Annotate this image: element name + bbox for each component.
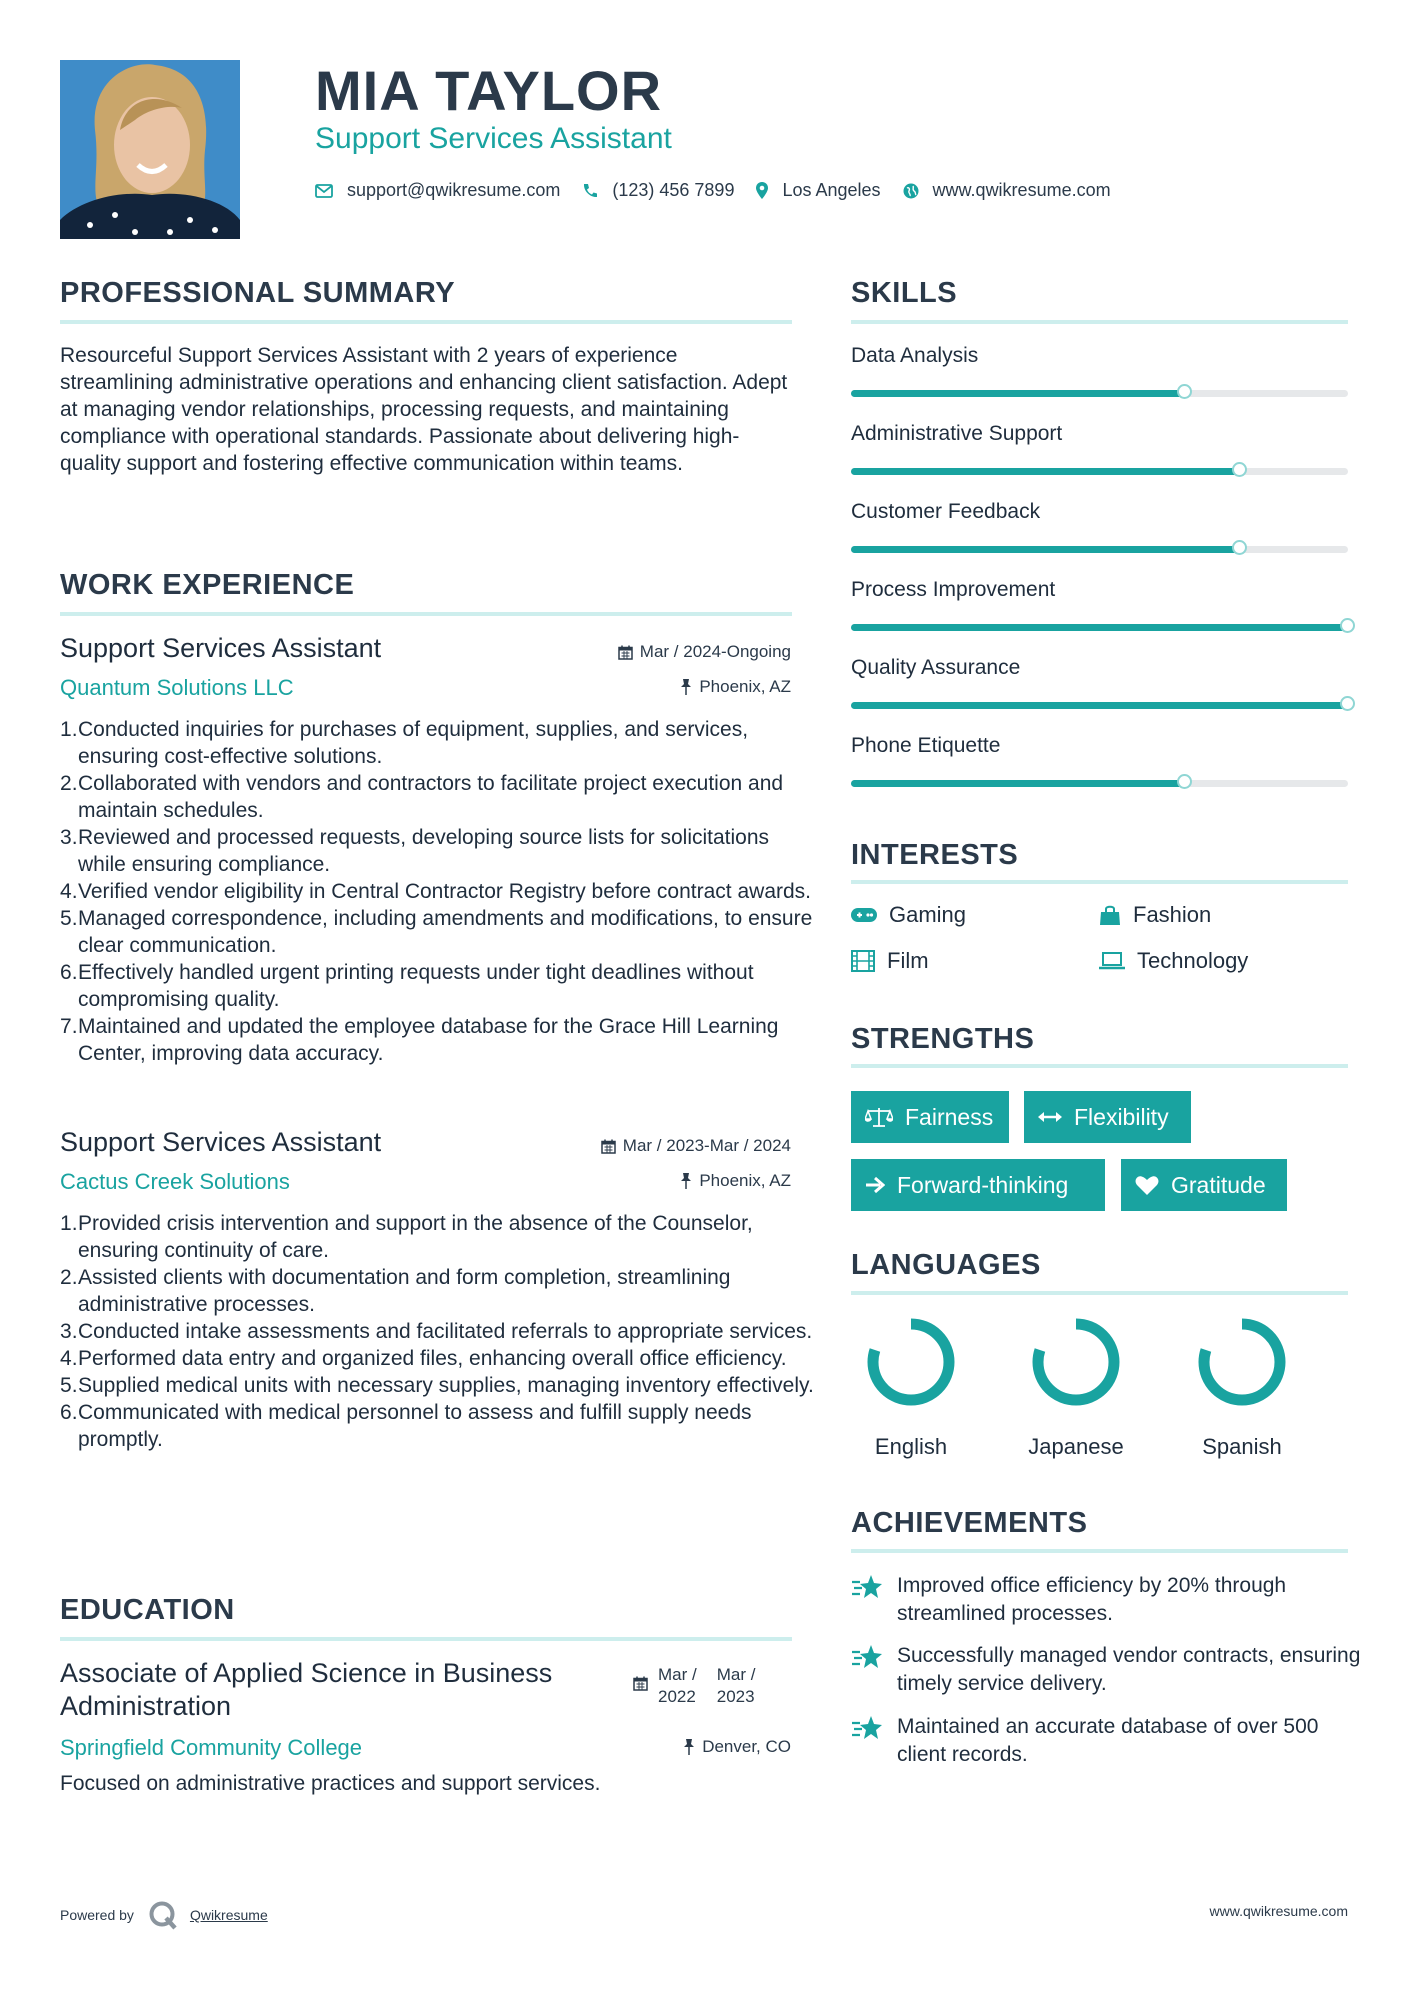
job-location-text: Phoenix, AZ (699, 677, 791, 696)
section-divider (60, 1637, 792, 1641)
education-start-year: 2022 (658, 1687, 696, 1706)
skill-bar (851, 780, 1348, 787)
list-item: Communicated with medical personnel to assess and fulfill supply needs promptly. (78, 1401, 752, 1451)
pushpin-icon (680, 1173, 692, 1189)
skill-name: Phone Etiquette (851, 734, 1001, 757)
candidate-name: MIA TAYLOR (315, 59, 663, 122)
interest-label: Fashion (1133, 902, 1212, 927)
contact-website[interactable] (903, 180, 1111, 201)
interest-label: Gaming (889, 902, 967, 927)
section-divider (60, 612, 792, 616)
achievement-item (851, 1642, 1361, 1698)
location-text: Los Angeles (782, 180, 881, 200)
skill-bar-knob (1340, 696, 1355, 711)
strength-tag (851, 1159, 1105, 1211)
job-date (601, 1136, 791, 1156)
skill-bar (851, 702, 1348, 709)
language-label: English (874, 1434, 948, 1459)
achievement-text: Maintained an accurate database of over 500 client records. (897, 1715, 1319, 1766)
film-icon (851, 950, 875, 972)
pushpin-icon (680, 679, 692, 695)
list-item: Conducted intake assessments and facilitated referrals to appropriate services. (78, 1320, 813, 1343)
list-item: Verified vendor eligibility in Central Contractor Registry before contract awards. (78, 880, 812, 903)
list-item: Supplied medical units with necessary supplies, managing inventory effectively. (78, 1374, 814, 1397)
job-date-text: Mar / 2023-Mar / 2024 (622, 1136, 791, 1155)
section-divider (851, 880, 1348, 884)
language-label: Japanese (1028, 1434, 1124, 1459)
footer-website[interactable]: www.qwikresume.com (1209, 1903, 1348, 1919)
strength-tag (1024, 1091, 1191, 1143)
gamepad-icon (851, 907, 877, 923)
shooting-star-icon (851, 1574, 883, 1600)
powered-by-text: Powered by (60, 1907, 134, 1923)
job-title: Support Services Assistant (60, 633, 382, 663)
achievement-item (851, 1572, 1361, 1628)
education-start-month: Mar / (658, 1665, 697, 1684)
skill-bar-fill (851, 780, 1184, 787)
qwikresume-logo-icon (148, 1900, 178, 1930)
job-date (618, 642, 791, 662)
list-item: Provided crisis intervention and support in the absence of the Counselor, ensuring continuity of care. (78, 1212, 753, 1262)
strength-label: Fairness (905, 1103, 994, 1130)
section-title-achievements: ACHIEVEMENTS (851, 1507, 1088, 1539)
degree-title: Associate of Applied Science in Business Administration (60, 1658, 553, 1721)
skill-bar (851, 468, 1348, 475)
skill-name: Customer Feedback (851, 500, 1041, 523)
company-name: Quantum Solutions LLC (60, 675, 294, 700)
section-title-languages: LANGUAGES (851, 1249, 1041, 1281)
footer-powered-by (60, 1900, 268, 1930)
list-item: Managed correspondence, including amendments and modifications, to ensure clear communication. (78, 907, 813, 957)
job-bullets (60, 1210, 818, 1453)
list-item: Maintained and updated the employee database for the Grace Hill Learning Center, improving data accuracy. (78, 1015, 779, 1065)
section-divider (60, 320, 792, 324)
section-title-interests: INTERESTS (851, 839, 1019, 871)
section-title-work: WORK EXPERIENCE (60, 569, 355, 601)
strength-tag (851, 1091, 1009, 1143)
school-name: Springfield Community College (60, 1735, 363, 1760)
job-bullets (60, 716, 818, 1067)
section-divider (851, 320, 1348, 324)
language-ring-spanish (1204, 1324, 1280, 1400)
section-divider (851, 1064, 1348, 1068)
language-label: Spanish (1202, 1434, 1282, 1459)
list-item: Collaborated with vendors and contractors to facilitate project execution and maintain schedules. (78, 772, 784, 822)
section-divider (851, 1291, 1348, 1295)
strength-tag (1121, 1159, 1287, 1211)
interest-item (1099, 948, 1248, 974)
achievement-item (851, 1713, 1361, 1769)
section-divider (851, 1549, 1348, 1553)
education-end-month: Mar / (716, 1665, 756, 1684)
education-location-text: Denver, CO (702, 1737, 791, 1756)
shopping-bag-icon (1099, 904, 1121, 926)
list-item: Assisted clients with documentation and form completion, streamlining administrative processes. (78, 1266, 731, 1316)
job-title: Support Services Assistant (60, 1127, 382, 1157)
achievement-text: Improved office efficiency by 20% through streamlined processes. (897, 1574, 1287, 1625)
skill-bar (851, 624, 1348, 631)
list-item: Performed data entry and organized files, enhancing overall office efficiency. (78, 1347, 787, 1370)
map-pin-icon (756, 182, 768, 199)
phone-text: (123) 456 7899 (612, 180, 735, 200)
skill-bar-fill (851, 624, 1348, 631)
contact-phone[interactable] (582, 180, 734, 201)
list-item: Effectively handled urgent printing requests under tight deadlines without compromising quality. (78, 961, 754, 1011)
strength-label: Forward-thinking (897, 1171, 1069, 1198)
heart-icon (1135, 1175, 1159, 1196)
job-location (680, 1171, 791, 1191)
skill-bar-fill (851, 702, 1348, 709)
section-title-skills: SKILLS (851, 277, 958, 309)
interest-item (1099, 902, 1211, 928)
language-rings (851, 1314, 1348, 1424)
skill-bar-fill (851, 546, 1239, 553)
balance-scale-icon (865, 1106, 893, 1128)
job-location-text: Phoenix, AZ (699, 1171, 791, 1190)
laptop-icon (1099, 952, 1125, 970)
skill-bar-fill (851, 468, 1239, 475)
job-location (680, 677, 791, 697)
calendar-icon (601, 1139, 616, 1154)
list-item: Reviewed and processed requests, developing source lists for solicitations while ensuring compliance. (78, 826, 770, 876)
email-text: support@qwikresume.com (347, 180, 561, 200)
brand-link[interactable]: Qwikresume (189, 1907, 268, 1923)
contact-email[interactable] (315, 180, 560, 201)
skill-bar-knob (1177, 774, 1192, 789)
contact-bar (315, 180, 1133, 201)
skill-bar-knob (1177, 384, 1192, 399)
shooting-star-icon (851, 1715, 883, 1741)
globe-icon (903, 183, 919, 199)
calendar-icon (618, 645, 633, 660)
skill-bar-fill (851, 390, 1184, 397)
strength-label: Gratitude (1171, 1171, 1266, 1198)
skill-name: Quality Assurance (851, 656, 1021, 679)
skill-bar-knob (1340, 618, 1355, 633)
arrow-right-icon (865, 1176, 885, 1194)
contact-location (756, 180, 880, 201)
interest-item (851, 902, 966, 928)
education-end-year: 2023 (716, 1687, 755, 1706)
interest-item (851, 948, 929, 974)
achievement-text: Successfully managed vendor contracts, ensuring timely service delivery. (897, 1644, 1361, 1695)
shooting-star-icon (851, 1644, 883, 1670)
education-description: Focused on administrative practices and support services. (60, 1772, 601, 1795)
interest-label: Technology (1137, 948, 1249, 973)
strength-label: Flexibility (1074, 1103, 1169, 1130)
skill-bar (851, 390, 1348, 397)
list-item: Conducted inquiries for purchases of equipment, supplies, and services, ensuring cost-effective solutions. (78, 718, 749, 768)
skill-bar-knob (1232, 540, 1247, 555)
education-location (683, 1737, 791, 1757)
website-text: www.qwikresume.com (932, 180, 1111, 200)
candidate-title: Support Services Assistant (315, 122, 672, 155)
skill-name: Administrative Support (851, 422, 1063, 445)
profile-photo (60, 60, 240, 239)
skill-name: Process Improvement (851, 578, 1056, 601)
skill-bar (851, 546, 1348, 553)
envelope-icon (315, 184, 333, 198)
summary-text: Resourceful Support Services Assistant with 2 years of experience streamlining administrative operations and enhancing client satisfaction. Adept at managing vendor relationships, processing requests, and maintaining compliance with operational standards. Passionate about delivering high-quality support and fostering effective communication within teams. (60, 344, 788, 475)
section-title-summary: PROFESSIONAL SUMMARY (60, 277, 456, 309)
language-ring-japanese (1038, 1324, 1114, 1400)
company-name: Cactus Creek Solutions (60, 1169, 290, 1194)
skill-bar-knob (1232, 462, 1247, 477)
job-date-text: Mar / 2024-Ongoing (639, 642, 791, 661)
pushpin-icon (683, 1739, 695, 1755)
skill-name: Data Analysis (851, 344, 979, 367)
interest-label: Film (887, 948, 929, 973)
language-ring-english (873, 1324, 949, 1400)
section-title-education: EDUCATION (60, 1594, 235, 1626)
calendar-icon (633, 1676, 648, 1691)
section-title-strengths: STRENGTHS (851, 1023, 1035, 1055)
arrows-horizontal-icon (1038, 1111, 1062, 1123)
education-date (633, 1664, 755, 1708)
phone-icon (582, 183, 598, 199)
